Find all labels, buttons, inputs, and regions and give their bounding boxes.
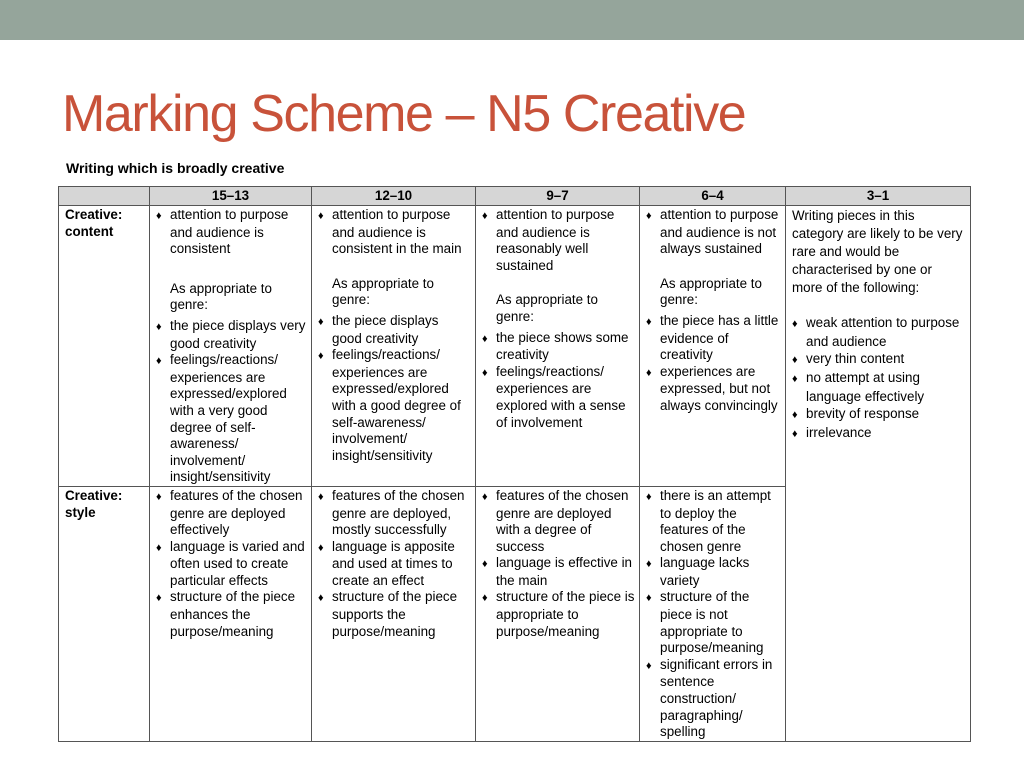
criterion-item: ♦ no attempt at using language effectively <box>792 369 966 405</box>
low-band-intro: Writing pieces in this category are likely to be very rare and would be characterised by one or more of the following: <box>792 208 963 295</box>
criterion-item: ♦ features of the chosen genre are deployed effectively <box>156 488 307 539</box>
content-cell-9-7 <box>476 206 640 487</box>
criterion-item: ♦ feelings/reactions/ experiences are expressed/explored with a very good degree of self-awareness/ involvement/ insight/sensitivity <box>156 352 307 486</box>
genre-note: As appropriate to genre: <box>332 275 434 308</box>
criterion-item: ♦ significant errors in sentence construction/ paragraphing/ spelling <box>646 657 781 741</box>
criterion-item: ♦ features of the chosen genre are deployed, mostly successfully <box>318 488 471 539</box>
criterion-item: ♦ structure of the piece is appropriate to purpose/meaning <box>482 589 635 640</box>
header-corner-cell <box>59 187 150 206</box>
criterion-item: ♦ language is varied and often used to create particular effects <box>156 539 307 590</box>
criterion-item: ♦ very thin content <box>792 350 966 369</box>
mark-band-header: 15–13 <box>150 187 312 206</box>
row-label-content: Creative: content <box>59 206 150 487</box>
marking-scheme-table <box>58 186 971 742</box>
mark-band-header: 3–1 <box>786 187 971 206</box>
genre-note: As appropriate to genre: <box>170 280 272 313</box>
mark-band-header: 12–10 <box>312 187 476 206</box>
criterion-item: ♦ the piece displays good creativity <box>318 313 471 347</box>
criterion-item: ♦ attention to purpose and audience is not always sustained <box>646 207 781 258</box>
criterion-item: ♦ feelings/reactions/ experiences are expressed/explored with a good degree of self-awareness/ involvement/ insight/sensitivity <box>318 347 471 464</box>
content-cell-6-4 <box>640 206 786 487</box>
slide-title: Marking Scheme – N5 Creative <box>62 85 746 143</box>
mark-band-header: 9–7 <box>476 187 640 206</box>
criterion-item: ♦ structure of the piece supports the purpose/meaning <box>318 589 471 640</box>
style-cell-9-7 <box>476 486 640 741</box>
criterion-item: ♦ the piece shows some creativity <box>482 330 635 364</box>
style-cell-15-13 <box>150 486 312 741</box>
criterion-item: ♦ attention to purpose and audience is consistent in the main <box>318 207 471 258</box>
criterion-item: ♦ language is effective in the main <box>482 555 635 589</box>
genre-note: As appropriate to genre: <box>496 292 598 324</box>
mark-band-header: 6–4 <box>640 187 786 206</box>
criterion-item: ♦ attention to purpose and audience is reasonably well sustained <box>482 207 635 274</box>
header-row <box>59 187 971 206</box>
criterion-item: ♦ features of the chosen genre are deployed with a degree of success <box>482 488 635 555</box>
header-band <box>0 0 1024 40</box>
criterion-item: ♦ brevity of response <box>792 405 966 424</box>
criterion-item: ♦ irrelevance <box>792 424 966 443</box>
row-label-style: Creative: style <box>59 486 150 741</box>
criterion-item: ♦ there is an attempt to deploy the features of the chosen genre <box>646 488 781 555</box>
genre-note: As appropriate to genre: <box>660 275 762 308</box>
criterion-item: ♦ structure of the piece enhances the purpose/meaning <box>156 589 307 640</box>
content-cell-15-13 <box>150 206 312 487</box>
table-caption: Writing which is broadly creative <box>66 160 285 176</box>
criterion-item: ♦ weak attention to purpose and audience <box>792 314 966 350</box>
criterion-item: ♦ language is apposite and used at times to create an effect <box>318 539 471 590</box>
criterion-item: ♦ structure of the piece is not appropriate to purpose/meaning <box>646 589 781 656</box>
table-row-content <box>59 206 971 487</box>
criterion-item: ♦ attention to purpose and audience is consistent <box>156 207 307 258</box>
criterion-item: ♦ feelings/reactions/ experiences are explored with a sense of involvement <box>482 364 635 431</box>
criterion-item: ♦ the piece displays very good creativity <box>156 318 307 352</box>
criterion-item: ♦ language lacks variety <box>646 555 781 589</box>
criterion-item: ♦ experiences are expressed, but not always convincingly <box>646 364 781 415</box>
style-cell-6-4 <box>640 486 786 741</box>
content-cell-12-10 <box>312 206 476 487</box>
low-band-cell-3-1 <box>786 206 971 742</box>
style-cell-12-10 <box>312 486 476 741</box>
criterion-item: ♦ the piece has a little evidence of creativity <box>646 313 781 364</box>
